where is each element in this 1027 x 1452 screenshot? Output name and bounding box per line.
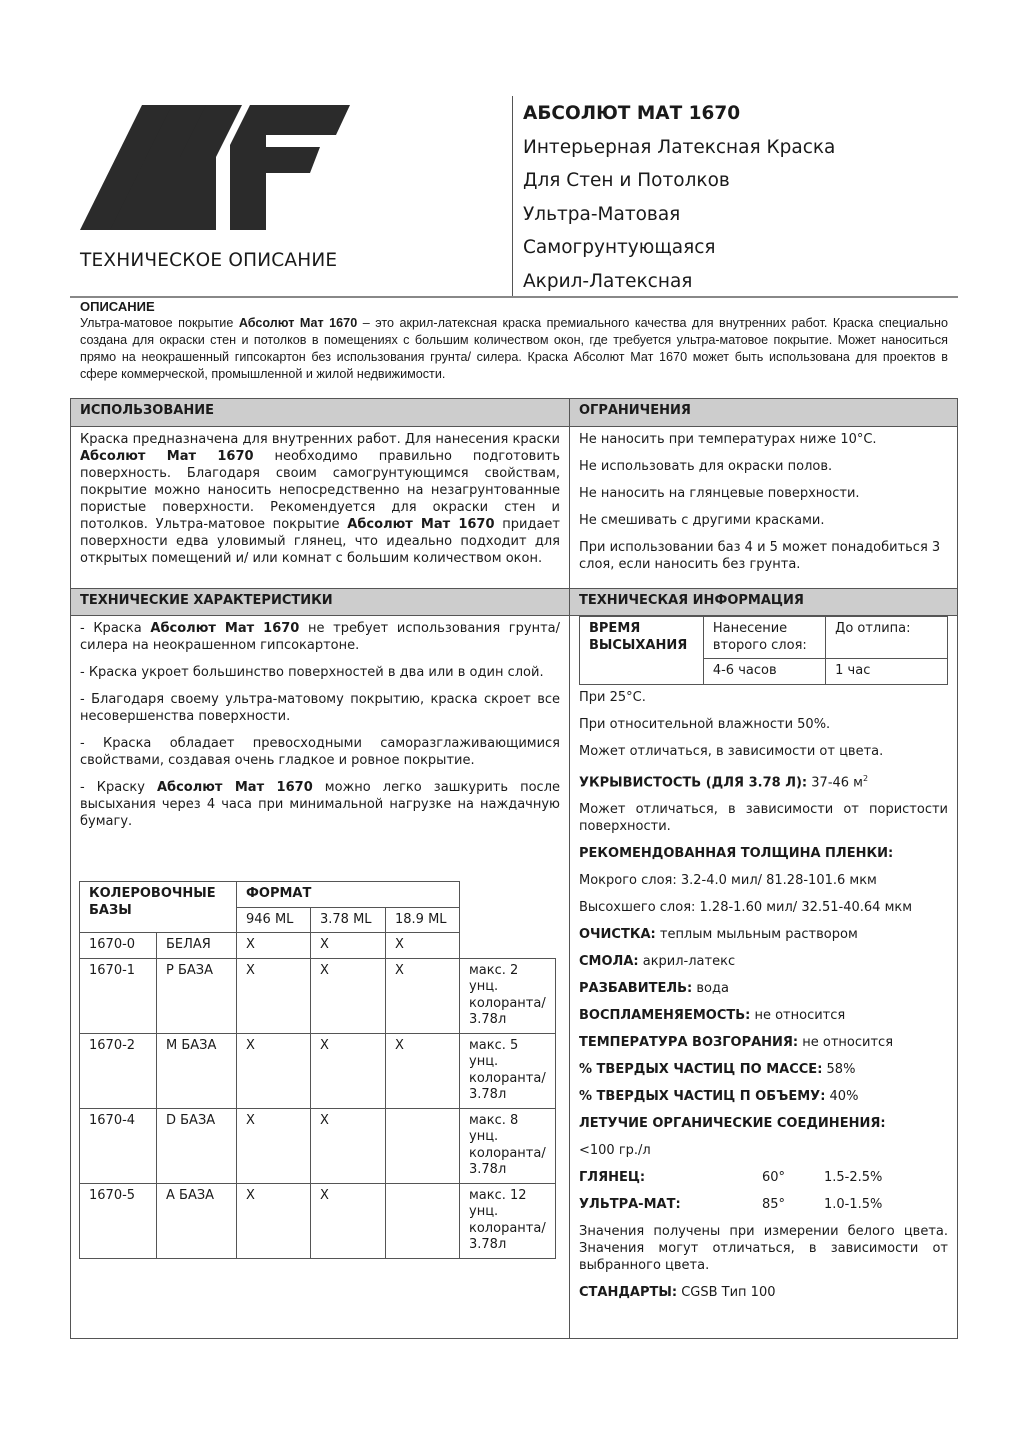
table-row xyxy=(80,1033,556,1108)
drying-label: ВРЕМЯ ВЫСЫХАНИЯ xyxy=(580,617,704,685)
usage-text xyxy=(80,431,560,567)
drying-recoat-value: 4-6 часов xyxy=(703,659,825,685)
coverage xyxy=(579,770,948,791)
title-block xyxy=(523,97,835,298)
base-code: 1670-2 xyxy=(80,1033,157,1108)
empty-cell xyxy=(460,882,556,908)
format-mark: X xyxy=(311,1183,386,1258)
coverage-label: УКРЫВИСТОСТЬ (ДЛЯ 3.78 Л): xyxy=(579,774,808,790)
format-mark: X xyxy=(311,1033,386,1108)
spec-text: - Краска укроет большинство поверхностей в два или в один слой. xyxy=(80,665,544,680)
product-title: АБСОЛЮТ МАТ 1670 xyxy=(523,103,741,124)
colorant-note: макс. 12 унц. колоранта/ 3.78л xyxy=(460,1183,556,1258)
empty-cell xyxy=(460,907,556,933)
spec-text: - Благодаря своему ультра-матовому покрытию, краска скроет все несовершенства поверхности. xyxy=(80,692,560,724)
prop-label: ТЕМПЕРАТУРА ВОЗГОРАНИЯ: xyxy=(579,1034,799,1050)
base-name: БЕЛАЯ xyxy=(157,933,237,959)
logo-f xyxy=(230,105,350,230)
limitations-section xyxy=(569,399,957,589)
tinting-bases-table xyxy=(79,881,556,1259)
format-mark xyxy=(386,1183,460,1258)
base-code: 1670-0 xyxy=(80,933,157,959)
prop-label: ОЧИСТКА: xyxy=(579,926,656,942)
description-section xyxy=(80,298,948,383)
spec-item xyxy=(80,664,560,681)
spec-text: - Краска обладает превосходными саморазглаживающимися свойствами, создавая очень гладкое и ровное покрытие. xyxy=(80,736,560,768)
tech-specs-list xyxy=(71,616,569,830)
prop-value: не относится xyxy=(798,1034,894,1050)
colorant-note: макс. 8 унц. колоранта/ 3.78л xyxy=(460,1108,556,1183)
coverage-unit-sup: 2 xyxy=(863,773,869,783)
tech-specs-heading: ТЕХНИЧЕСКИЕ ХАРАКТЕРИСТИКИ xyxy=(71,588,569,616)
gloss-label: УЛЬТРА-МАТ: xyxy=(579,1196,681,1212)
table-row xyxy=(80,1108,556,1183)
drying-col-tack: До отлипа: xyxy=(826,617,948,659)
condition-humidity: При относительной влажности 50%. xyxy=(579,716,831,732)
table-row xyxy=(80,1183,556,1258)
prop-label: СМОЛА: xyxy=(579,953,639,969)
format-mark: X xyxy=(386,958,460,1033)
gloss-angle: 85° xyxy=(762,1196,786,1212)
empty-cell xyxy=(460,933,556,959)
product-name: Абсолют Мат 1670 xyxy=(156,780,313,795)
table-row xyxy=(80,933,556,959)
subtitle: Для Стен и Потолков xyxy=(523,170,730,191)
gloss-note: Значения получены при измерении белого цвета. Значения могут отличаться, в зависимости от выбранного цвета. xyxy=(579,1223,948,1273)
tech-info-heading: ТЕХНИЧЕСКАЯ ИНФОРМАЦИЯ xyxy=(570,588,957,616)
coverage-note: Может отличаться, в зависимости от пористости поверхности. xyxy=(579,801,948,834)
description-body: – это акрил-латексная краска премиального качества для внутренних работ. Краска специально создана для окраски стен и потолков в помещениях с большим количеством окон, где требуется ультра-матовое покрытие. Может наноситься прямо на неокрашенный гипсокартон без использования грунта/ силера. Краска Абсолют Мат 1670 может быть использована для проектов в сфере коммерческой, промышленной и жилой недвижимости. xyxy=(80,316,948,381)
base-name: M БАЗА xyxy=(157,1033,237,1108)
prop-label: % ТВЕРДЫХ ЧАСТИЦ ПО МАССЕ: xyxy=(579,1061,823,1077)
gloss-angle: 60° xyxy=(762,1169,786,1185)
spec-item xyxy=(80,691,560,725)
usage-text-3: придает поверхности едва уловимый глянец, что идеально подходит для открытых помещений и/ или комнат с большим количеством окон. xyxy=(80,517,560,566)
format-mark xyxy=(386,1108,460,1183)
format-mark: X xyxy=(237,1108,311,1183)
subtitle: Ультра-Матовая xyxy=(523,203,681,225)
prop-value: не относится xyxy=(750,1007,846,1023)
format-mark: X xyxy=(237,1033,311,1108)
base-name: D БАЗА xyxy=(157,1108,237,1183)
condition-color: Может отличаться, в зависимости от цвета. xyxy=(579,743,884,759)
limitation-item: Не смешивать с другими красками. xyxy=(579,513,825,528)
format-col: 946 ML xyxy=(237,907,311,933)
prop-row xyxy=(579,980,948,997)
limitations-list xyxy=(570,427,957,573)
prop-value: 58% xyxy=(822,1061,856,1077)
format-col: 18.9 ML xyxy=(386,907,460,933)
colorant-note: макс. 5 унц. колоранта/ 3.78л xyxy=(460,1033,556,1108)
document-type: ТЕХНИЧЕСКОЕ ОПИСАНИЕ xyxy=(80,250,338,271)
usage-body xyxy=(71,427,569,567)
description-heading: ОПИСАНИЕ xyxy=(80,299,155,314)
standards xyxy=(579,1284,948,1301)
drying-tack-value: 1 час xyxy=(826,659,948,685)
subtitle: Интерьерная Латексная Краска xyxy=(523,136,836,158)
spec-text: - Краска xyxy=(80,621,151,636)
prop-value: акрил-латекс xyxy=(638,953,736,969)
spec-text: - Краску xyxy=(80,780,157,795)
prop-row xyxy=(579,1088,948,1105)
voc-label: ЛЕТУЧИЕ ОРГАНИЧЕСКИЕ СОЕДИНЕНИЯ: xyxy=(579,1115,886,1131)
format-mark: X xyxy=(386,1033,460,1108)
format-mark: X xyxy=(386,933,460,959)
usage-text-2: необходимо правильно подготовить поверхность. Благодаря своим самогрунтующимся свойствам, покрытие можно наносить непосредственно на незагрунтованные пористые поверхности. Рекомендуется для окраски стен и потолков. Ультра-матовое покрытие xyxy=(80,449,560,532)
base-code: 1670-1 xyxy=(80,958,157,1033)
limitation-item: Не наносить на глянцевые поверхности. xyxy=(579,486,860,501)
drying-col-recoat: Нанесение второго слоя: xyxy=(703,617,825,659)
prop-row xyxy=(579,953,948,970)
gloss-value: 1.5-2.5% xyxy=(824,1169,883,1185)
film-wet: Мокрого слоя: 3.2-4.0 мил/ 81.28-101.6 мкм xyxy=(579,872,877,888)
description-intro: Ультра-матовое покрытие xyxy=(80,316,239,330)
drying-time-table xyxy=(579,616,948,685)
usage-heading: ИСПОЛЬЗОВАНИЕ xyxy=(71,399,569,427)
product-name: Абсолют Мат 1670 xyxy=(238,316,358,330)
limitation-item: Не использовать для окраски полов. xyxy=(579,459,833,474)
base-code: 1670-4 xyxy=(80,1108,157,1183)
product-name: Абсолют Мат 1670 xyxy=(347,517,495,532)
limitation-item: Не наносить при температурах ниже 10°С. xyxy=(579,432,877,447)
format-mark: X xyxy=(311,933,386,959)
prop-value: вода xyxy=(692,980,729,996)
prop-row xyxy=(579,1061,948,1078)
prop-row xyxy=(579,926,948,943)
limitation-item: При использовании баз 4 и 5 может понадобиться 3 слоя, если наносить без грунта. xyxy=(579,540,941,572)
spec-text: не требует использования грунта/ силера на неокрашенном гипсокартоне. xyxy=(80,621,560,653)
format-header: ФОРМАТ xyxy=(237,882,460,908)
format-mark: X xyxy=(237,1183,311,1258)
prop-label: % ТВЕРДЫХ ЧАСТИЦ П ОБЪЕМУ: xyxy=(579,1088,826,1104)
format-mark: X xyxy=(311,1108,386,1183)
tech-info-body xyxy=(570,616,957,1301)
bases-header: КОЛЕРОВОЧНЫЕ БАЗЫ xyxy=(80,882,237,933)
table-row xyxy=(80,958,556,1033)
usage-section xyxy=(71,399,569,589)
standards-label: СТАНДАРТЫ: xyxy=(579,1284,678,1300)
spec-text: можно легко зашкурить после высыхания через 4 часа при минимальной нагрузке на наждачную бумагу. xyxy=(80,780,560,829)
tech-info-section xyxy=(569,588,957,1339)
gloss-label: ГЛЯНЕЦ: xyxy=(579,1169,646,1185)
description-text xyxy=(80,315,948,383)
gloss-row xyxy=(579,1169,948,1186)
mf-logo xyxy=(80,105,350,230)
coverage-value: 37-46 м xyxy=(807,774,863,790)
spec-item xyxy=(80,779,560,830)
usage-text-1: Краска предназначена для внутренних работ. Для нанесения краски xyxy=(80,432,560,447)
format-mark: X xyxy=(237,958,311,1033)
base-name: P БАЗА xyxy=(157,958,237,1033)
header-divider xyxy=(512,96,513,297)
prop-value: теплым мыльным раствором xyxy=(655,926,858,942)
film-thickness-label: РЕКОМЕНДОВАННАЯ ТОЛЩИНА ПЛЕНКИ: xyxy=(579,845,894,861)
spec-item xyxy=(80,620,560,654)
product-name: Абсолют Мат 1670 xyxy=(150,621,300,636)
base-name: A БАЗА xyxy=(157,1183,237,1258)
colorant-note: макс. 2 унц. колоранта/ 3.78л xyxy=(460,958,556,1033)
format-mark: X xyxy=(237,933,311,959)
condition-temp: При 25°С. xyxy=(579,689,646,705)
format-mark: X xyxy=(311,958,386,1033)
gloss-value: 1.0-1.5% xyxy=(824,1196,883,1212)
subtitle: Акрил-Латексная xyxy=(523,270,693,292)
subtitle: Самогрунтующаяся xyxy=(523,237,716,258)
base-code: 1670-5 xyxy=(80,1183,157,1258)
product-name: Абсолют Мат 1670 xyxy=(80,449,254,464)
prop-label: РАЗБАВИТЕЛЬ: xyxy=(579,980,693,996)
limitations-heading: ОГРАНИЧЕНИЯ xyxy=(570,399,957,427)
prop-row xyxy=(579,1034,948,1051)
prop-label: ВОСПЛАМЕНЯЕМОСТЬ: xyxy=(579,1007,751,1023)
prop-row xyxy=(579,1007,948,1024)
gloss-row xyxy=(579,1196,948,1213)
spec-item xyxy=(80,735,560,769)
voc-value: <100 гр./л xyxy=(579,1142,651,1158)
format-col: 3.78 ML xyxy=(311,907,386,933)
standards-value: CGSB Тип 100 xyxy=(677,1284,776,1300)
film-dry: Высохшего слоя: 1.28-1.60 мил/ 32.51-40.64 мкм xyxy=(579,899,913,915)
prop-value: 40% xyxy=(825,1088,859,1104)
